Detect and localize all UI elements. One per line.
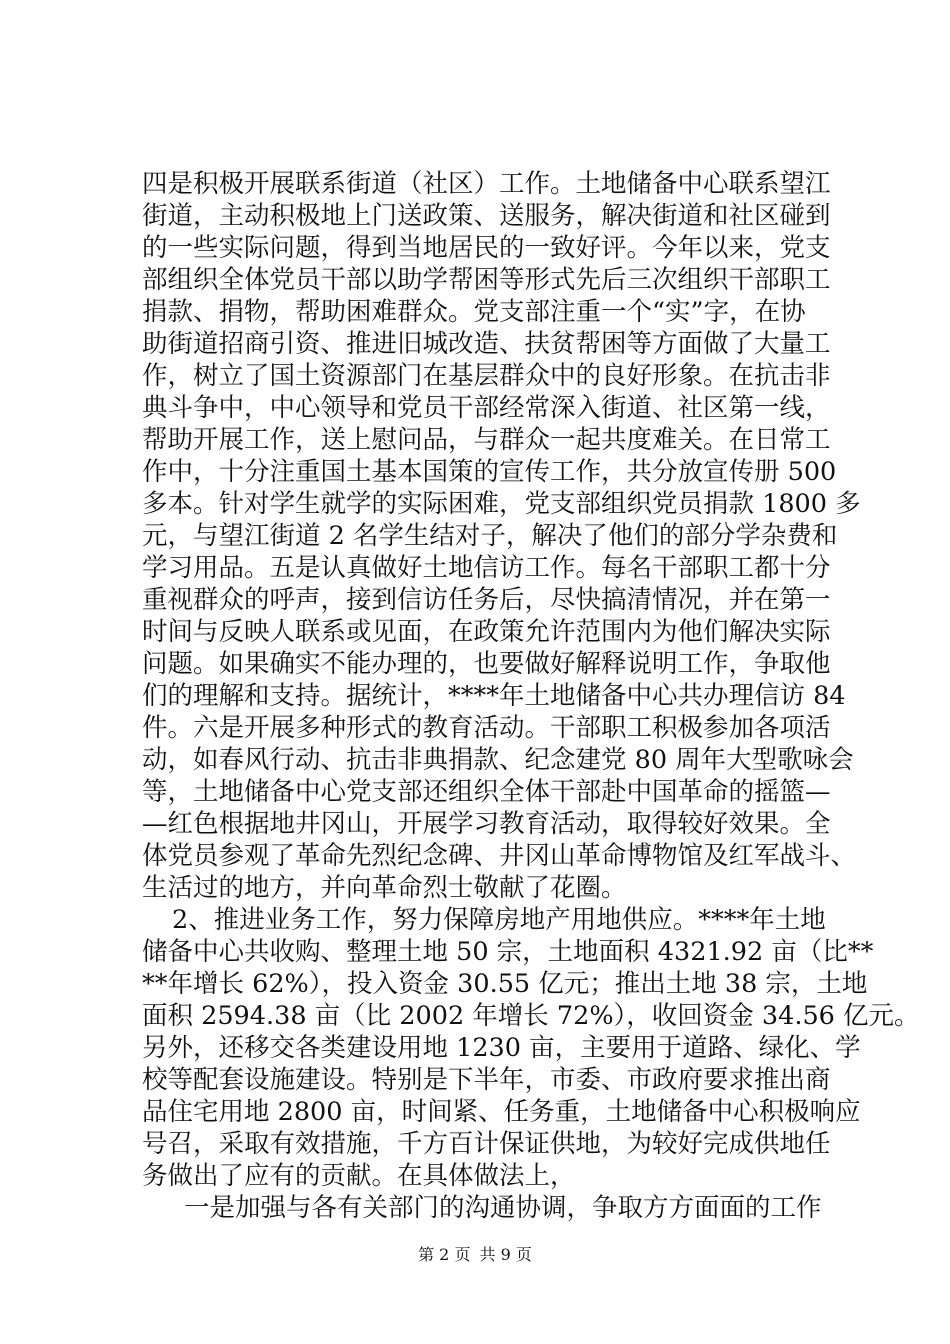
text-line: 件。六是开展多种形式的教育活动。干部职工积极参加各项活 [142,713,831,743]
page-number: 第 2 页 [418,1245,471,1264]
text-line: 学习用品。五是认真做好土地信访工作。每名干部职工都十分 [142,553,831,583]
text-line: 多本。针对学生就学的实际困难，党支部组织党员捐款 1800 多 [142,489,861,519]
paragraph-start-line: 一是加强与各有关部门的沟通协调，争取方方面面的工作 [184,1193,822,1223]
text-line: 体党员参观了革命先烈纪念碑、井冈山革命博物馆及红军战斗、 [142,841,857,871]
text-line: 元，与望江街道 2 名学生结对子，解决了他们的部分学杂费和 [142,521,838,551]
paragraph-start-line: 2、推进业务工作，努力保障房地产用地供应。****年土地 [172,905,826,935]
text-line: 号召，采取有效措施，千方百计保证供地，为较好完成供地任 [142,1129,831,1159]
text-line: 动，如春风行动、抗击非典捐款、纪念建党 80 周年大型歌咏会 [142,745,854,775]
text-line: 作，树立了国土资源部门在基层群众中的良好形象。在抗击非 [142,361,831,391]
text-line: 等，土地储备中心党支部还组织全体干部赴中国革命的摇篮— [142,777,831,807]
text-line: 街道，主动积极地上门送政策、送服务，解决街道和社区碰到 [142,201,831,231]
text-line: 帮助开展工作，送上慰问品，与群众一起共度难关。在日常工 [142,425,831,455]
text-line: 另外，还移交各类建设用地 1230 亩，主要用于道路、绿化、学 [142,1033,861,1063]
text-line: 部组织全体党员干部以助学帮困等形式先后三次组织干部职工 [142,265,831,295]
text-line: 务做出了应有的贡献。在具体做法上， [142,1161,576,1191]
page-footer [0,1245,950,1265]
text-line: 作中，十分注重国土基本国策的宣传工作，共分放宣传册 500 [142,457,837,487]
page-total: 共 9 页 [479,1245,532,1264]
text-line: 助街道招商引资、推进旧城改造、扶贫帮困等方面做了大量工 [142,329,831,359]
text-line: —红色根据地井冈山，开展学习教育活动，取得较好效果。全 [142,809,831,839]
text-line: 重视群众的呼声，接到信访任务后，尽快搞清情况，并在第一 [142,585,831,615]
text-line: 四是积极开展联系街道（社区）工作。土地储备中心联系望江 [142,169,831,199]
text-line: **年增长 62%），投入资金 30.55 亿元；推出土地 38 宗，土地 [142,969,868,999]
text-line: 问题。如果确实不能办理的，也要做好解释说明工作，争取他 [142,649,831,679]
text-line: 生活过的地方，并向革命烈士敬献了花圈。 [142,873,627,903]
text-line: 时间与反映人联系或见面，在政策允许范围内为他们解决实际 [142,617,831,647]
text-line: 储备中心共收购、整理土地 50 宗，土地面积 4321.92 亩（比** [142,937,874,967]
text-line: 们的理解和支持。据统计，****年土地储备中心共办理信访 84 [142,681,846,711]
text-line: 的一些实际问题，得到当地居民的一致好评。今年以来，党支 [142,233,831,263]
text-line: 典斗争中，中心领导和党员干部经常深入街道、社区第一线， [142,393,831,423]
text-line: 品住宅用地 2800 亩，时间紧、任务重，土地储备中心积极响应 [142,1097,861,1127]
text-line: 面积 2594.38 亩（比 2002 年增长 72%），收回资金 34.56 亿元。 [142,1001,920,1031]
text-line: 捐款、捐物，帮助困难群众。党支部注重一个“实”字，在协 [142,297,806,327]
text-line: 校等配套设施建设。特别是下半年，市委、市政府要求推出商 [142,1065,831,1095]
